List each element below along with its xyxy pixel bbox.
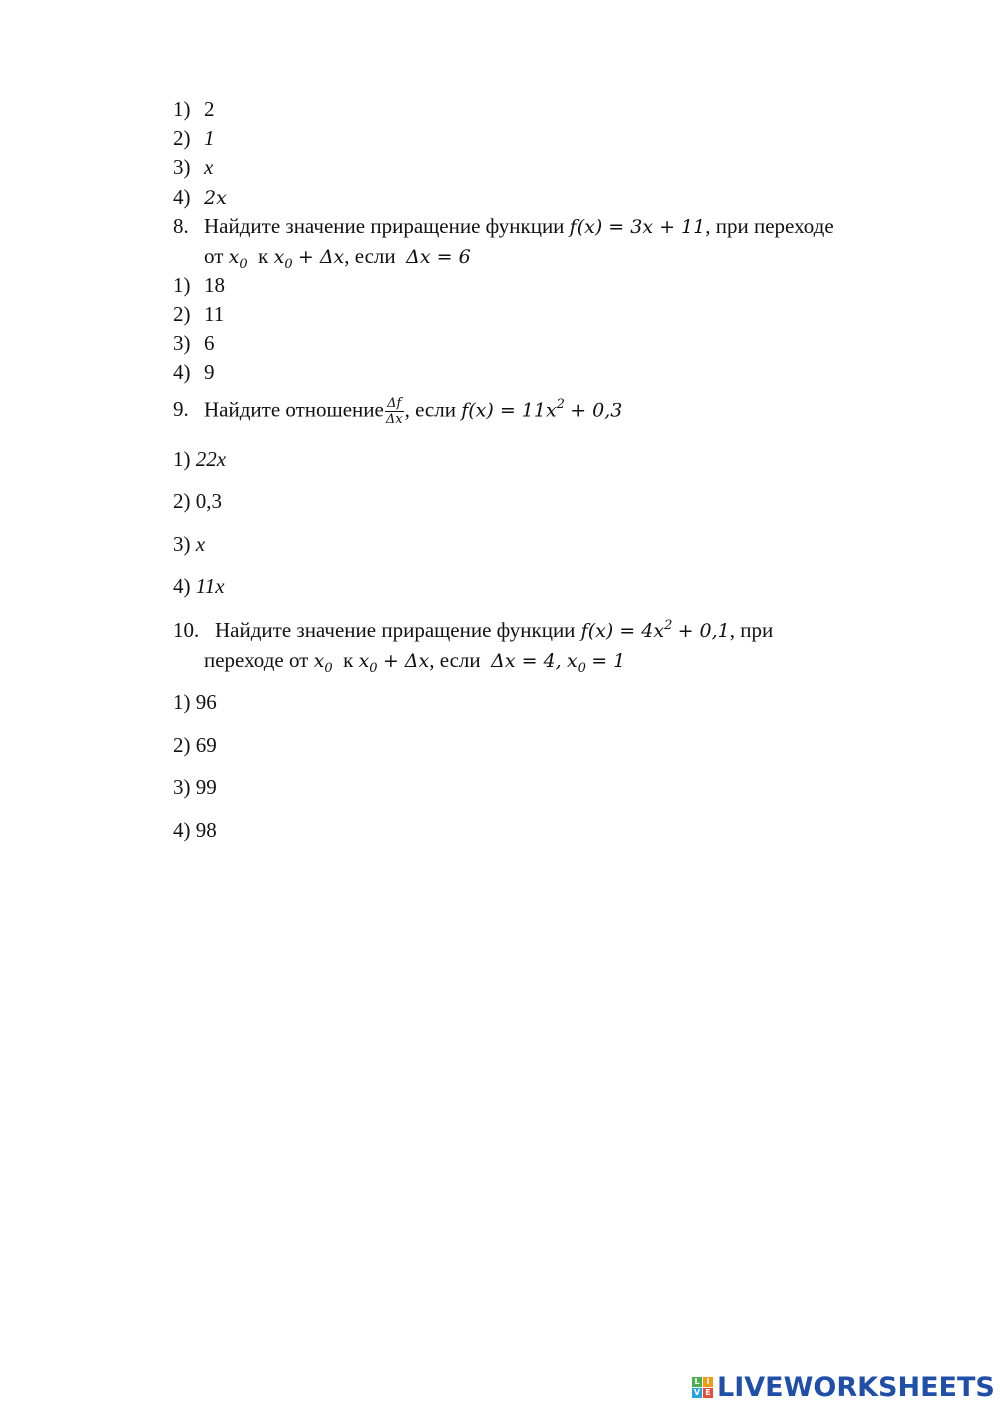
q8-option-2: 2) 11 [173,302,225,326]
q9-question: 9. Найдите отношение $\frac{\Delta f}{\Delta x}$ , если $f(x) = 11x^2 + 0,3$ [173,396,623,427]
q8-question: 8. Найдите значение приращение функции f(x) = 3x + 11, при переходе [173,214,834,238]
q10-option-3: 3) 99 [173,775,217,799]
q9-fraction: $\frac{\Delta f}{\Delta x}$ [385,396,403,427]
liveworksheets-logo[interactable] [692,1372,995,1403]
q10-option-4: 4) 98 [173,818,217,842]
q10-question-cont: переходе от $x_0$ к $x_0 + \Delta x$, если Δx = 4, $x_0 = 1$ [204,648,626,676]
logo-grid-icon: L I V E [692,1377,713,1398]
q7-option-2: 2) 1 [173,126,215,150]
q7-option-4: 4) 2x [173,185,227,209]
q9-option-1: 1) 22x [173,447,227,471]
q8-formula: f(x) = 3x + 11 [569,216,706,238]
q9-option-2: 2) 0,3 [173,489,222,513]
q8-option-4: 4) 9 [173,360,215,384]
logo-text: LIVEWORKSHEETS [717,1372,995,1403]
q8-option-1: 1) 18 [173,273,225,297]
q8-option-3: 3) 6 [173,331,215,355]
q9-option-3: 3) x [173,532,206,556]
q7-option-3: 3) x [173,155,214,179]
q9-option-4: 4) 11x [173,574,225,598]
q10-option-2: 2) 69 [173,733,217,757]
q7-option-1: 1) 2 [173,97,215,121]
q8-question-cont: от $x_0$ к $x_0 + \Delta x$, если Δx = 6 [204,244,471,272]
q10-question: 10. Найдите значение приращение функции $f(x) = 4x^2 + 0,1$, при [173,618,774,642]
q10-option-1: 1) 96 [173,690,217,714]
